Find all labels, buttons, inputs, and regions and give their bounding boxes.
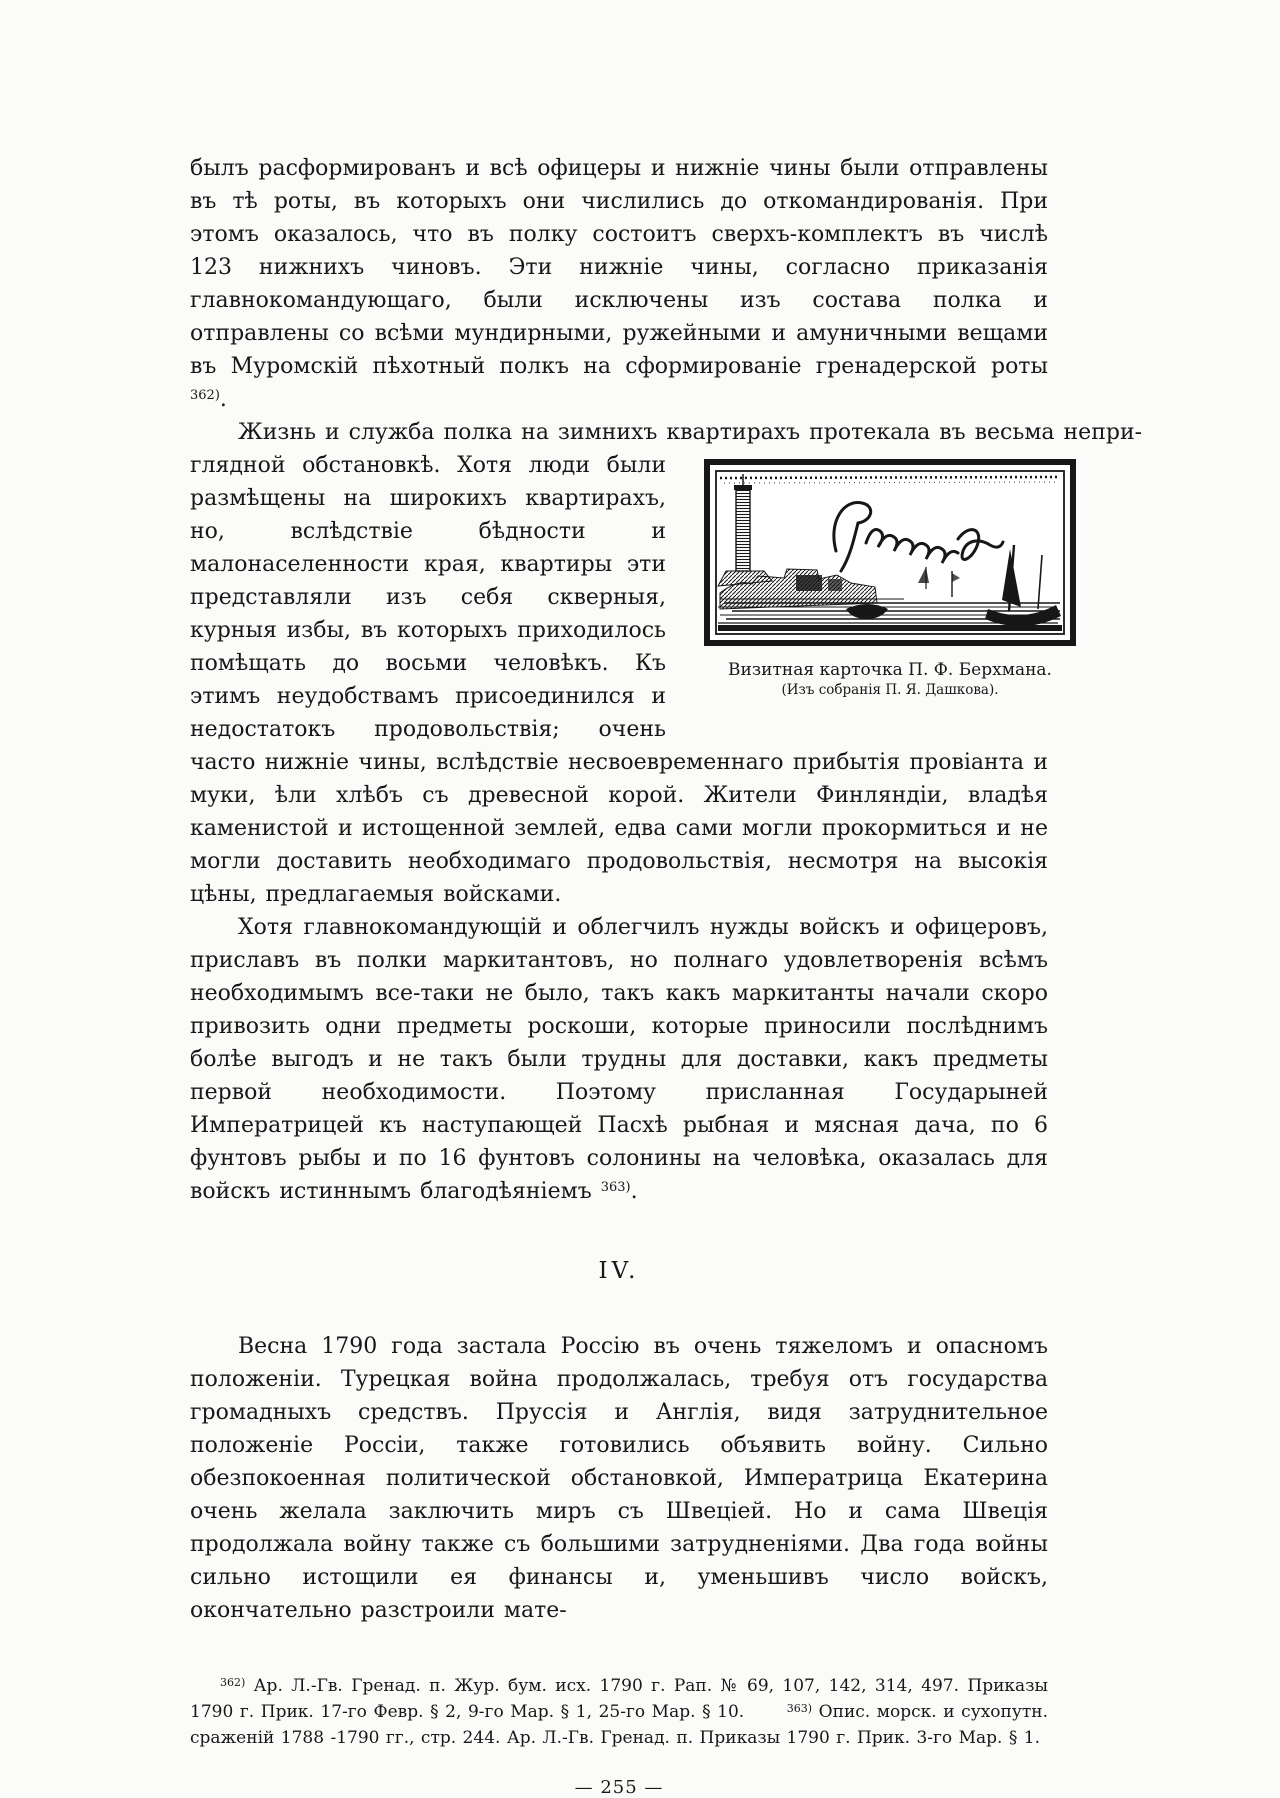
paragraph-text: былъ расформированъ и всѣ офицеры и нижніе чины были отправлены въ тѣ роты, въ которыхъ они числились до откомандированія. При этомъ оказалось, что въ полку состоитъ сверхъ-комплектъ въ числѣ 123 нижнихъ чиновъ. Эти нижніе чины, согласно приказанія главнокомандующаго, были исключены изъ состава полка и отправлены со всѣми мундирными, ружейными и амуничными вещами въ Муромскій пѣхотный полкъ на сформированіе гренадерской роты	[190, 156, 1048, 379]
footnote-ref-362: 362)	[220, 1676, 246, 1689]
footnote-text: Ар. Л.-Гв. Гренад. п. Жур. бум. исх. 1790 г. Рап. № 69, 107, 142, 314, 497. Приказы 1790 г. Прик. 17-го Февр. § 2, 9-го Мар. § 1, 25-го Мар. § 10.	[190, 1676, 1048, 1722]
footnotes-block	[190, 1673, 1048, 1751]
business-card-engraving	[704, 459, 1076, 646]
figure-caption	[704, 659, 1076, 699]
paragraph-text: Жизнь и служба полка на зимнихъ квартирахъ протекала въ весьма непри-	[238, 420, 1143, 445]
footnote-ref-362: 362)	[190, 388, 220, 403]
business-card-figure	[704, 459, 1076, 699]
body-paragraph-2	[190, 449, 1052, 911]
paragraph-text: .	[219, 387, 227, 412]
paragraph-text: глядной обстановкѣ. Хотя люди были размѣщены на широкихъ квартирахъ, но, вслѣдствіе бѣдности и малонаселенности края, квартиры эти представляли изъ себя скверныя, курныя избы, въ которыхъ приходилось помѣщать до восьми человѣкъ. Къ этимъ неудобствамъ присоединился и недостатокъ продовольствія; очень часто нижніе чины, вслѣдствіе несвоевременнаго прибытія провіанта и муки, ѣли хлѣбъ съ древесной корой. Жители Финляндіи, владѣя каменистой и истощенной землей, едва сами могли прокормиться и не могли доставить необходимаго продовольствія, несмотря на высокія цѣны, предлагаемыя войсками.	[190, 453, 1048, 907]
footnote-text: Опис. морск. и сухопутн. сраженій 1788 -1790 гг., стр. 244. Ар. Л.-Гв. Гренад. п. Приказы 1790 г. Прик. 3-го Мар. § 1.	[190, 1702, 1048, 1748]
body-paragraph-4	[190, 1330, 1048, 1627]
footnote-ref-363: 363)	[600, 1180, 631, 1195]
body-paragraph-1	[190, 152, 1048, 416]
paragraph-text: .	[630, 1179, 638, 1204]
figure-caption-source: (Изъ собранія П. Я. Дашкова).	[781, 682, 999, 698]
text-column	[190, 152, 1143, 1798]
page-number: — 255 —	[574, 1777, 664, 1798]
figure-caption-title: Визитная карточка П. Ф. Берхмана.	[728, 660, 1052, 680]
body-paragraph-2-lead	[190, 416, 1143, 449]
footnote-ref-363: 363)	[786, 1702, 813, 1715]
paragraph-text: Хотя главнокомандующій и облегчилъ нужды войскъ и офицеровъ, приславъ въ полки маркитантовъ, но полнаго удовлетворенія всѣмъ необходимымъ все-таки не было, такъ какъ маркитанты начали скоро привозить одни предметы роскоши, которые приносили послѣднимъ болѣе выгодъ и не такъ были трудны для доставки, какъ предметы первой необходимости. Поэтому присланная Государыней Императрицей къ наступающей Пасхѣ рыбная и мясная дача, по 6 фунтовъ рыбы и по 16 фунтовъ солонины на человѣка, оказалась для войскъ истиннымъ благодѣяніемъ	[190, 915, 1048, 1204]
body-paragraph-3	[190, 911, 1048, 1208]
paragraph-text: Весна 1790 года застала Россію въ очень тяжеломъ и опасномъ положеніи. Турецкая война продолжалась, требуя отъ государства громадныхъ средствъ. Пруссія и Англія, видя затруднительное положеніе Россіи, также готовились объявить войну. Сильно обезпокоенная политической обстановкой, Императрица Екатерина очень желала заключить миръ съ Швеціей. Но и сама Швеція продолжала войну также съ большими затрудненіями. Два года войны сильно истощили ея финансы и, уменьшивъ число войскъ, окончательно разстроили мате-	[190, 1334, 1048, 1623]
section-heading: IV.	[598, 1258, 640, 1284]
